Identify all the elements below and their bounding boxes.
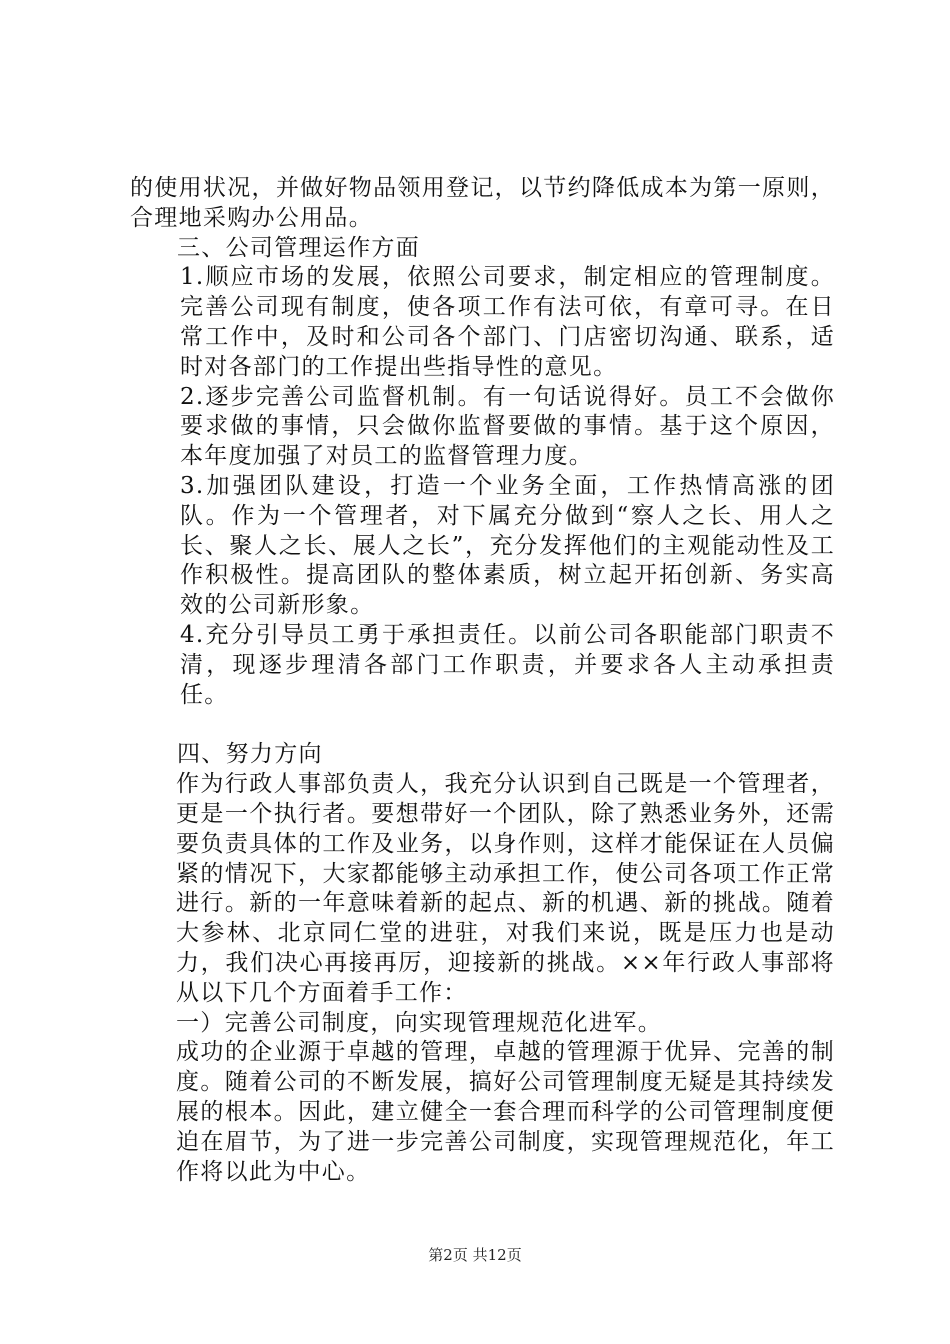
paragraph-gap bbox=[130, 710, 835, 740]
paragraph-improve-system-body: 成功的企业源于卓越的管理，卓越的管理源于优异、完善的制度。随着公司的不断发展，搞好公司管理制度无疑是其持续发展的根本。因此，建立健全一套合理而科学的公司管理制度便迫在眉节，为了进一步完善公司制度，实现管理规范化，年工作将以此为中心。 bbox=[176, 1039, 835, 1185]
list-item-3-team-building: 3.加强团队建设，打造一个业务全面，工作热情高涨的团队。作为一个管理者，对下属充分做到“察人之长、用人之长、聚人之长、展人之长”，充分发挥他们的主观能动性及工作积极性。提高团队的整体素质，树立起开拓创新、务实高效的公司新形象。 bbox=[180, 472, 835, 619]
list-item-2-supervision: 2.逐步完善公司监督机制。有一句话说得好。员工不会做你要求做的事情，只会做你监督要做的事情。基于这个原因，本年度加强了对员工的监督管理力度。 bbox=[180, 383, 835, 470]
list-item-4-responsibility: 4.充分引导员工勇于承担责任。以前公司各职能部门职责不清，现逐步理清各部门工作职责，并要求各人主动承担责任。 bbox=[180, 621, 835, 708]
paragraph-supplies-usage: 的使用状况，并做好物品领用登记，以节约降低成本为第一原则，合理地采购办公用品。 bbox=[130, 175, 835, 231]
document-body bbox=[130, 174, 835, 1187]
paragraph-direction-body: 作为行政人事部负责人，我充分认识到自己既是一个管理者，更是一个执行者。要想带好一个团队，除了熟悉业务外，还需要负责具体的工作及业务，以身作则，这样才能保证在人员偏紧的情况下，大家都能够主动承担工作，使公司各项工作正常进行。新的一年意味着新的起点、新的机遇、新的挑战。随着大参林、北京同仁堂的进驻，对我们来说，既是压力也是动力，我们决心再接再厉，迎接新的挑战。××年行政人事部将从以下几个方面着手工作： bbox=[176, 771, 835, 1006]
subheading-improve-system: 一）完善公司制度，向实现管理规范化进军。 bbox=[176, 1009, 662, 1036]
page-footer: 第2页 共12页 bbox=[428, 1246, 522, 1264]
list-item-1-management-system: 1.顺应市场的发展，依照公司要求，制定相应的管理制度。完善公司现有制度，使各项工作有法可依，有章可寻。在日常工作中，及时和公司各个部门、门店密切沟通、联系，适时对各部门的工作提出些指导性的意见。 bbox=[180, 264, 835, 380]
section-heading-management-operations: 三、公司管理运作方面 bbox=[177, 234, 420, 261]
section-heading-direction: 四、努力方向 bbox=[177, 741, 323, 768]
